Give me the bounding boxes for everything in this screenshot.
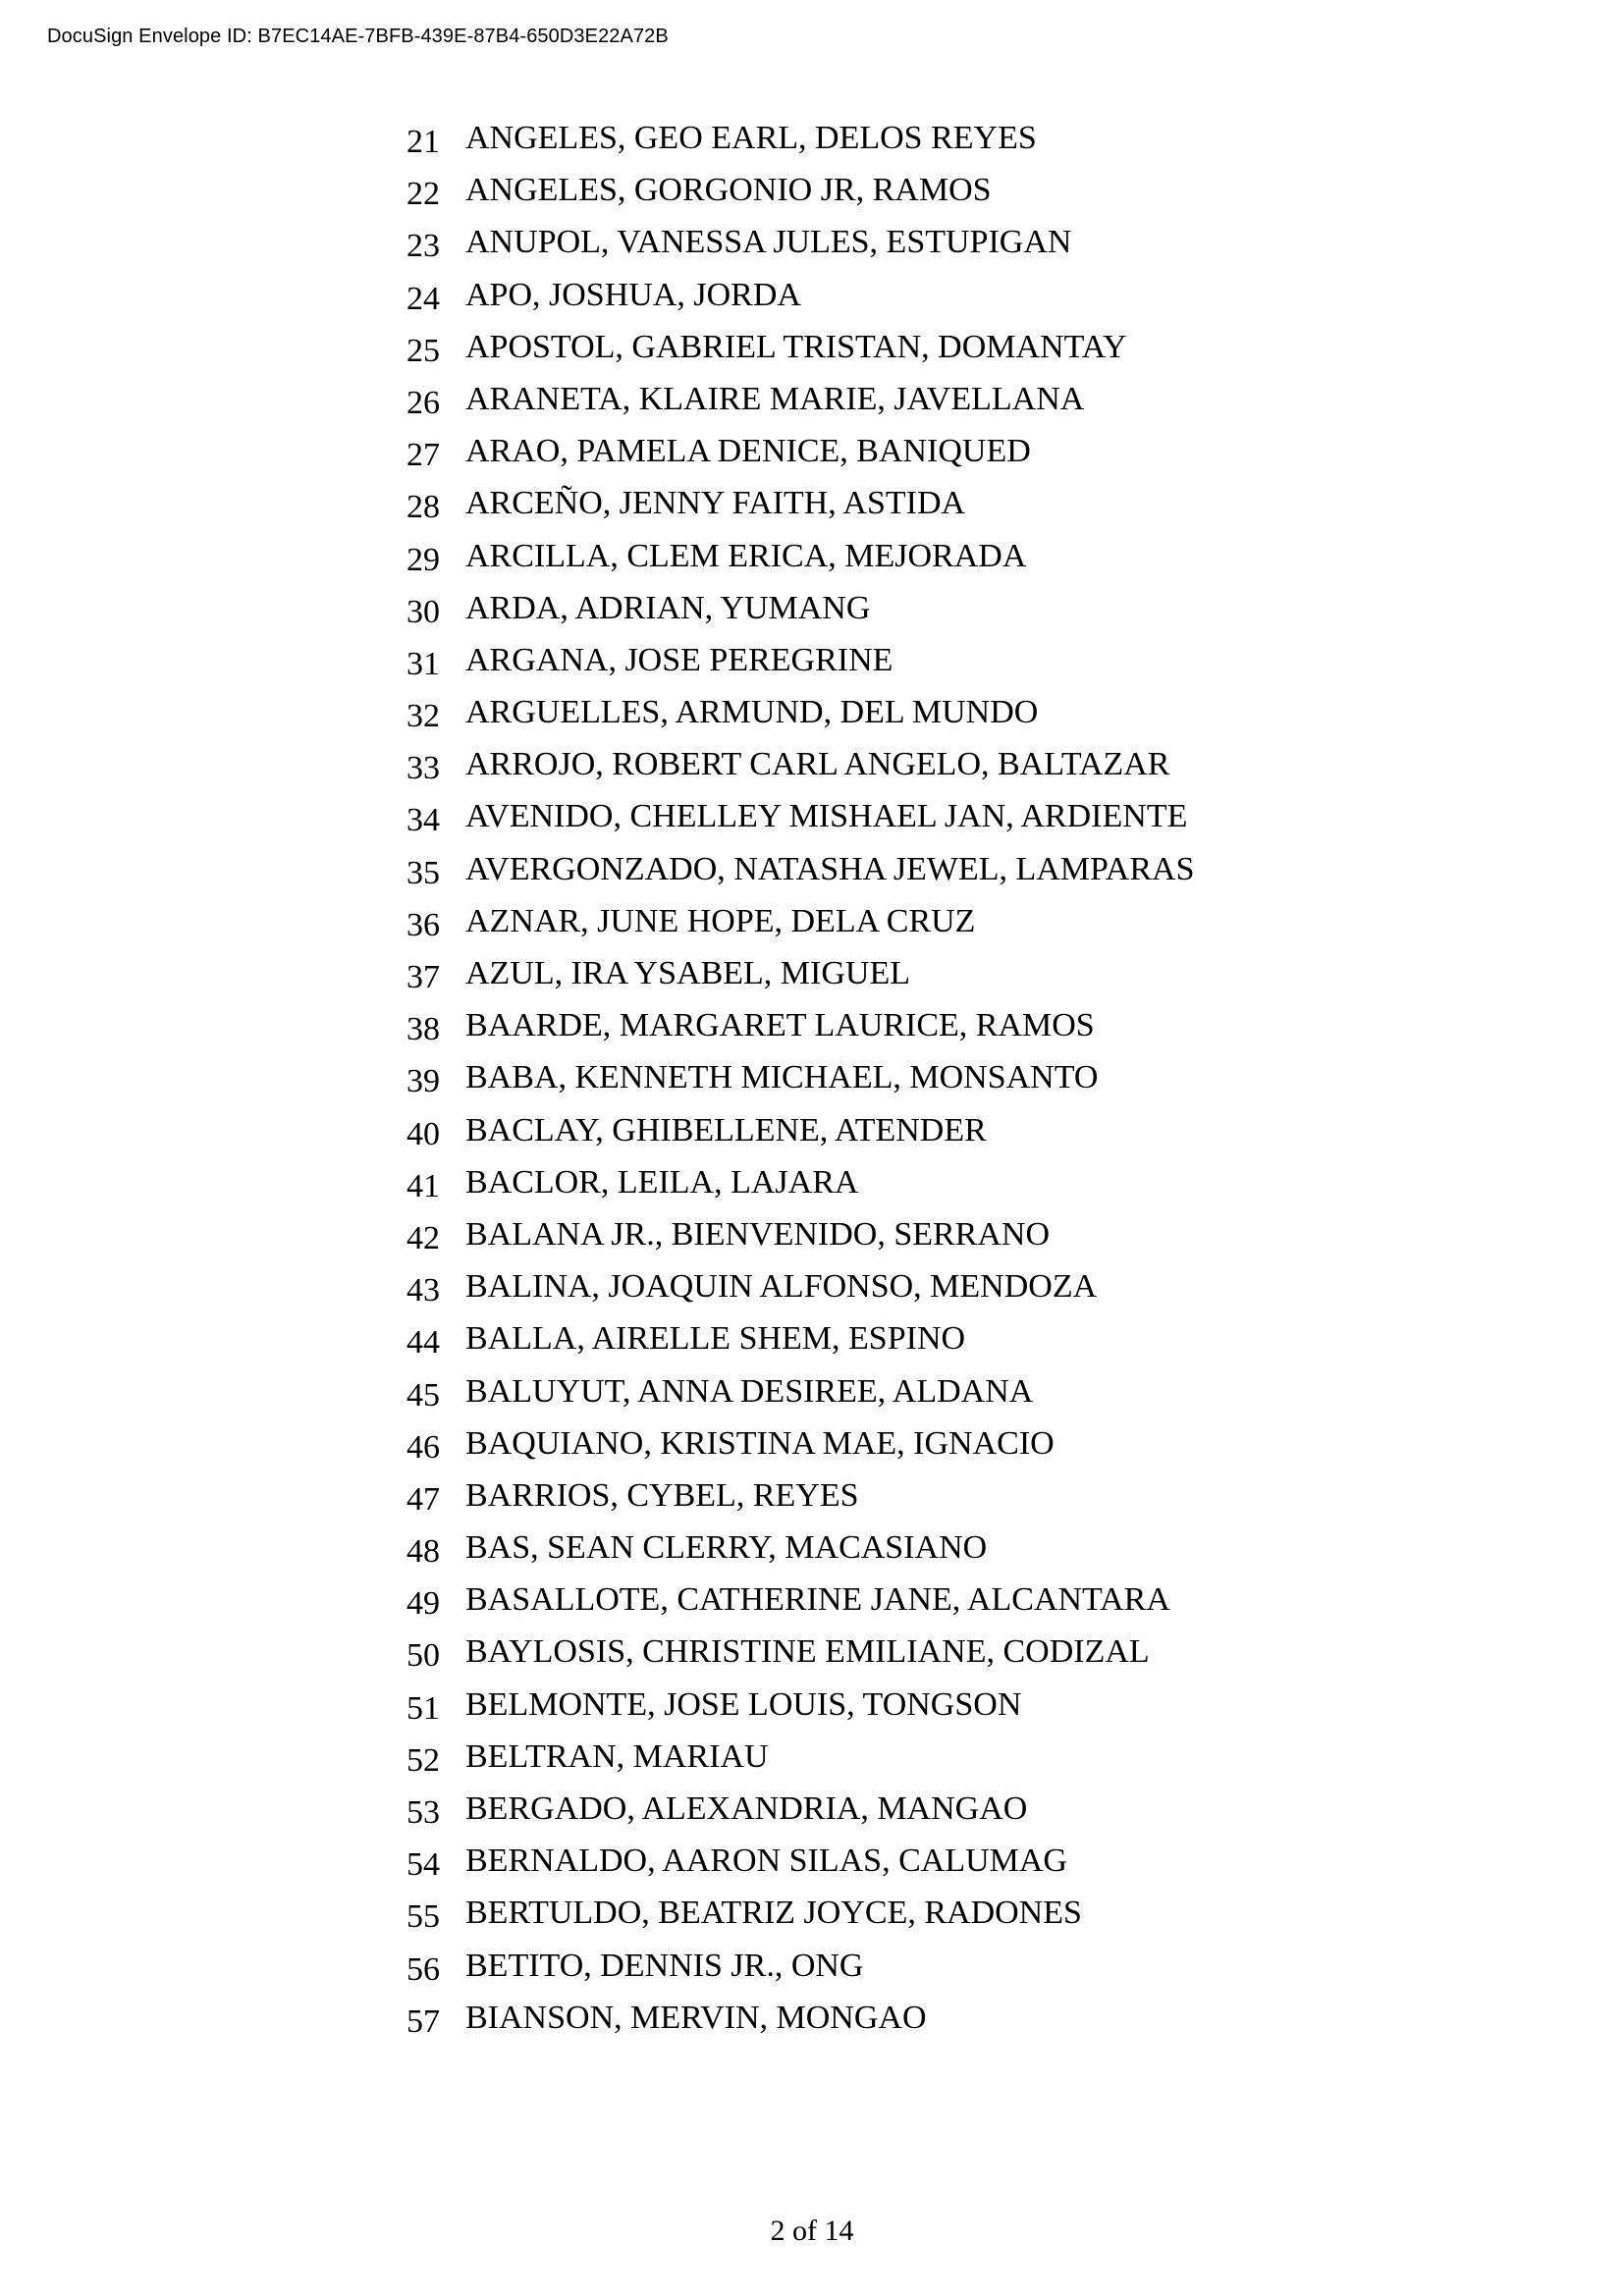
row-name: BALINA, JOAQUIN ALFONSO, MENDOZA	[465, 1268, 1098, 1306]
list-item	[401, 694, 1195, 746]
row-name: AVENIDO, CHELLEY MISHAEL JAN, ARDIENTE	[465, 798, 1188, 835]
row-number: 21	[406, 124, 440, 160]
list-item	[401, 590, 1195, 642]
row-number: 24	[406, 280, 440, 317]
row-number: 45	[406, 1376, 440, 1414]
row-name: BARRIOS, CYBEL, REYES	[465, 1476, 859, 1514]
row-name: BAYLOSIS, CHRISTINE EMILIANE, CODIZAL	[465, 1633, 1150, 1671]
list-item	[401, 1948, 1195, 2000]
row-number: 31	[406, 645, 440, 682]
row-name: BAARDE, MARGARET LAURICE, RAMOS	[465, 1007, 1095, 1044]
row-number: 41	[406, 1167, 440, 1204]
row-number: 53	[406, 1794, 440, 1831]
row-number: 23	[406, 228, 440, 265]
row-number: 28	[406, 489, 440, 526]
list-item	[401, 1425, 1195, 1477]
row-number: 35	[406, 854, 440, 891]
row-name: BELTRAN, MARIAU	[465, 1737, 769, 1775]
name-list	[401, 120, 1195, 2052]
docusign-envelope-id: DocuSign Envelope ID: B7EC14AE-7BFB-439E-87B4-650D3E22A72B	[47, 26, 669, 47]
list-item	[401, 120, 1195, 172]
list-item	[401, 1373, 1195, 1425]
row-name: AZUL, IRA YSABEL, MIGUEL	[465, 955, 910, 991]
row-name: ARAO, PAMELA DENICE, BANIQUED	[465, 433, 1031, 470]
row-number: 36	[406, 906, 440, 943]
row-name: ANGELES, GORGONIO JR, RAMOS	[465, 172, 992, 209]
row-name: BERNALDO, AARON SILAS, CALUMAG	[465, 1842, 1067, 1880]
row-name: BALANA JR., BIENVENIDO, SERRANO	[465, 1215, 1051, 1253]
list-item	[401, 1268, 1195, 1320]
row-number: 27	[406, 437, 440, 474]
list-item	[401, 172, 1195, 224]
list-item	[401, 1895, 1195, 1947]
list-item	[401, 798, 1195, 850]
row-name: ARGUELLES, ARMUND, DEL MUNDO	[465, 694, 1039, 731]
row-number: 57	[406, 2002, 440, 2040]
row-name: ARGANA, JOSE PEREGRINE	[465, 641, 893, 678]
list-item	[401, 538, 1195, 590]
row-number: 32	[406, 698, 440, 735]
list-item	[401, 903, 1195, 955]
row-number: 34	[406, 802, 440, 839]
row-name: AZNAR, JUNE HOPE, DELA CRUZ	[465, 902, 976, 939]
row-number: 50	[406, 1637, 440, 1675]
row-number: 42	[406, 1219, 440, 1256]
list-item	[401, 381, 1195, 433]
list-item	[401, 1581, 1195, 1633]
row-name: ANGELES, GEO EARL, DELOS REYES	[465, 120, 1037, 156]
row-number: 49	[406, 1585, 440, 1623]
row-number: 56	[406, 1950, 440, 1988]
row-number: 40	[406, 1115, 440, 1152]
list-item	[401, 1164, 1195, 1216]
row-name: BASALLOTE, CATHERINE JANE, ALCANTARA	[465, 1581, 1170, 1619]
list-item	[401, 485, 1195, 537]
row-number: 39	[406, 1063, 440, 1100]
row-name: BAS, SEAN CLERRY, MACASIANO	[465, 1529, 988, 1567]
row-name: BALLA, AIRELLE SHEM, ESPINO	[465, 1320, 966, 1358]
row-number: 43	[406, 1272, 440, 1309]
row-name: ARCEÑO, JENNY FAITH, ASTIDA	[465, 485, 966, 522]
list-item	[401, 1477, 1195, 1529]
row-name: BIANSON, MERVIN, MONGAO	[465, 1999, 927, 2036]
row-number: 47	[406, 1480, 440, 1518]
list-item	[401, 224, 1195, 276]
row-number: 30	[406, 593, 440, 630]
list-item	[401, 1529, 1195, 1581]
row-name: BACLOR, LEILA, LAJARA	[465, 1163, 859, 1201]
list-item	[401, 1842, 1195, 1895]
list-item	[401, 1216, 1195, 1268]
row-name: ARDA, ADRIAN, YUMANG	[465, 589, 871, 626]
list-item	[401, 955, 1195, 1007]
row-name: ARROJO, ROBERT CARL ANGELO, BALTAZAR	[465, 746, 1170, 783]
row-number: 29	[406, 541, 440, 578]
row-number: 44	[406, 1324, 440, 1362]
row-number: 52	[406, 1741, 440, 1779]
row-number: 48	[406, 1533, 440, 1571]
list-item	[401, 1007, 1195, 1059]
row-number: 46	[406, 1428, 440, 1466]
list-item	[401, 1790, 1195, 1842]
row-number: 55	[406, 1898, 440, 1936]
row-name: BACLAY, GHIBELLENE, ATENDER	[465, 1111, 987, 1148]
row-name: ARANETA, KLAIRE MARIE, JAVELLANA	[465, 380, 1085, 417]
row-name: BERGADO, ALEXANDRIA, MANGAO	[465, 1790, 1028, 1827]
list-item	[401, 277, 1195, 329]
row-number: 22	[406, 176, 440, 213]
row-name: APO, JOSHUA, JORDA	[465, 276, 801, 313]
list-item	[401, 746, 1195, 798]
row-name: APOSTOL, GABRIEL TRISTAN, DOMANTAY	[465, 328, 1127, 365]
row-name: BABA, KENNETH MICHAEL, MONSANTO	[465, 1059, 1099, 1096]
page-number: 2 of 14	[770, 2215, 854, 2247]
list-item	[401, 1059, 1195, 1111]
row-name: ARCILLA, CLEM ERICA, MEJORADA	[465, 537, 1027, 574]
row-number: 25	[406, 332, 440, 369]
row-number: 38	[406, 1011, 440, 1048]
list-item	[401, 642, 1195, 694]
row-name: BALUYUT, ANNA DESIREE, ALDANA	[465, 1372, 1034, 1410]
list-item	[401, 1738, 1195, 1790]
row-number: 26	[406, 384, 440, 421]
list-item	[401, 1686, 1195, 1738]
list-item	[401, 1320, 1195, 1372]
row-number: 54	[406, 1846, 440, 1884]
row-name: BAQUIANO, KRISTINA MAE, IGNACIO	[465, 1424, 1055, 1462]
list-item	[401, 329, 1195, 381]
row-name: AVERGONZADO, NATASHA JEWEL, LAMPARAS	[465, 850, 1195, 887]
list-item	[401, 1112, 1195, 1164]
list-item	[401, 851, 1195, 903]
list-item	[401, 1633, 1195, 1685]
row-name: BETITO, DENNIS JR., ONG	[465, 1947, 864, 1984]
row-number: 33	[406, 750, 440, 787]
list-item	[401, 2000, 1195, 2052]
list-item	[401, 433, 1195, 485]
row-number: 37	[406, 959, 440, 995]
row-name: BELMONTE, JOSE LOUIS, TONGSON	[465, 1685, 1022, 1723]
row-name: BERTULDO, BEATRIZ JOYCE, RADONES	[465, 1895, 1082, 1932]
row-number: 51	[406, 1689, 440, 1727]
row-name: ANUPOL, VANESSA JULES, ESTUPIGAN	[465, 224, 1072, 261]
